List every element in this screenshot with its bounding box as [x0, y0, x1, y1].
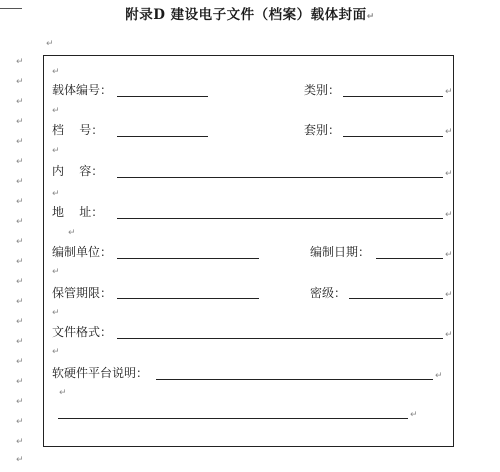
compiling-unit-field[interactable]: [117, 258, 259, 259]
paragraph-mark: ↵: [445, 330, 453, 340]
margin-paragraph-mark: ↵: [16, 97, 24, 107]
file-number-field[interactable]: [117, 136, 208, 137]
margin-paragraph-mark: ↵: [16, 137, 24, 147]
margin-paragraph-mark: ↵: [16, 337, 24, 347]
paragraph-mark: ↵: [68, 228, 76, 238]
margin-paragraph-mark: ↵: [16, 397, 24, 407]
paragraph-mark: ↵: [52, 267, 60, 277]
margin-paragraph-mark: ↵: [16, 257, 24, 267]
page-title-text: 附录D 建设电子文件（档案）载体封面: [125, 7, 367, 23]
compiling-unit-label: 编制单位：: [52, 245, 113, 259]
margin-paragraph-mark: ↵: [16, 177, 24, 187]
margin-paragraph-mark: ↵: [16, 357, 24, 367]
margin-paragraph-mark: ↵: [16, 157, 24, 167]
security-level-field[interactable]: [349, 298, 443, 299]
file-number-label: 档 号：: [52, 123, 104, 137]
margin-paragraph-mark: ↵: [16, 117, 24, 127]
platform-note-field[interactable]: [156, 379, 433, 380]
margin-paragraph-mark: ↵: [16, 57, 24, 67]
paragraph-mark: ↵: [52, 146, 60, 156]
carrier-number-field[interactable]: [117, 96, 208, 97]
compiling-date-label: 编制日期：: [310, 245, 371, 259]
address-label: 地 址：: [52, 205, 104, 219]
paragraph-mark: ↵: [410, 410, 418, 420]
title-paragraph-mark: ↵: [366, 12, 375, 22]
margin-paragraph-mark: ↵: [16, 417, 24, 427]
margin-paragraph-mark: ↵: [16, 77, 24, 87]
file-format-field[interactable]: [117, 338, 443, 339]
platform-note-continuation-field[interactable]: [58, 418, 408, 419]
content-label: 内 容：: [52, 164, 104, 178]
set-label: 套别：: [304, 123, 341, 137]
category-label: 类别：: [304, 83, 341, 97]
paragraph-mark: ↵: [52, 106, 60, 116]
set-field[interactable]: [343, 136, 443, 137]
paragraph-mark: ↵: [52, 308, 60, 318]
margin-paragraph-mark: ↵: [16, 437, 24, 447]
paragraph-mark: ↵: [445, 210, 453, 220]
address-field[interactable]: [117, 218, 443, 219]
paragraph-mark: ↵: [445, 169, 453, 179]
paragraph-mark: ↵: [59, 388, 67, 398]
paragraph-mark: ↵: [445, 250, 453, 260]
margin-paragraph-mark: ↵: [16, 297, 24, 307]
paragraph-mark: ↵: [445, 127, 453, 137]
content-field[interactable]: [117, 177, 443, 178]
paragraph-mark: ↵: [52, 189, 60, 199]
margin-paragraph-mark: ↵: [16, 377, 24, 387]
margin-paragraph-mark: ↵: [16, 317, 24, 327]
platform-note-label: 软硬件平台说明：: [52, 366, 149, 380]
margin-paragraph-mark: ↵: [16, 217, 24, 227]
file-format-label: 文件格式：: [52, 325, 113, 339]
margin-paragraph-mark: ↵: [16, 237, 24, 247]
paragraph-mark: ↵: [435, 371, 443, 381]
security-level-label: 密级：: [310, 286, 347, 300]
margin-paragraph-mark: ↵: [16, 197, 24, 207]
margin-paragraph-mark: ↵: [16, 277, 24, 287]
paragraph-mark: ↵: [46, 39, 54, 49]
retention-period-label: 保管期限：: [52, 286, 113, 300]
category-field[interactable]: [343, 96, 443, 97]
paragraph-mark: ↵: [52, 347, 60, 357]
margin-paragraph-mark: ↵: [16, 455, 24, 465]
carrier-number-label: 载体编号：: [52, 83, 113, 97]
paragraph-mark: ↵: [445, 290, 453, 300]
paragraph-mark: ↵: [445, 87, 453, 97]
paragraph-mark: ↵: [52, 67, 60, 77]
page-title: [0, 3, 500, 23]
retention-period-field[interactable]: [117, 298, 259, 299]
compiling-date-field[interactable]: [376, 258, 443, 259]
